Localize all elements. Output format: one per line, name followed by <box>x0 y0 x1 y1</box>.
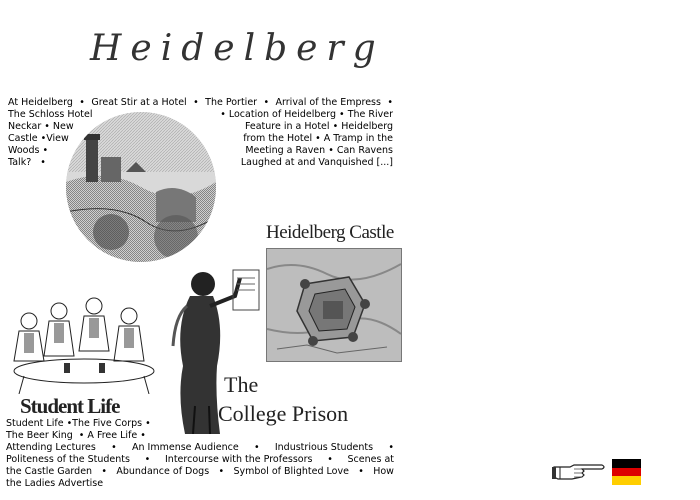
bullet: • <box>387 97 393 108</box>
toc-line <box>8 97 393 109</box>
chapter-contents-bottom <box>6 418 394 490</box>
student-life-heading[interactable]: Student Life <box>20 394 120 418</box>
toc-link[interactable]: Neckar <box>8 121 42 132</box>
toc-link[interactable]: Symbol of Blighted Love <box>233 466 349 477</box>
bullet: • <box>39 145 49 156</box>
german-flag-icon[interactable] <box>612 459 641 485</box>
bullet: • <box>41 121 53 132</box>
toc-link[interactable]: Politeness of the Students <box>6 454 130 465</box>
toc-link[interactable]: Intercourse with the Professors <box>165 454 313 465</box>
toc-link[interactable]: View <box>46 133 69 144</box>
toc-link[interactable]: Scenes at <box>347 454 394 465</box>
bullet: • <box>325 145 337 156</box>
bullet: • <box>324 454 336 465</box>
bullet: • <box>63 418 73 429</box>
bullet: • <box>336 109 348 120</box>
bullet: • <box>141 454 154 465</box>
toc-link[interactable]: The Beer King <box>6 430 73 441</box>
toc-line <box>8 109 393 121</box>
bullet: • <box>215 466 228 477</box>
college-prison-heading[interactable]: College Prison <box>218 401 349 426</box>
bullet: • <box>31 157 46 168</box>
toc-link[interactable]: Heidelberg <box>341 121 393 132</box>
toc-link[interactable]: Feature in a Hotel <box>244 121 330 132</box>
toc-line <box>6 418 394 430</box>
toc-link[interactable]: Attending Lectures <box>6 442 96 453</box>
bullet: • <box>108 442 120 453</box>
bullet: • <box>312 133 324 144</box>
toc-link[interactable]: Great Stir at a Hotel <box>91 97 187 108</box>
toc-link[interactable]: How <box>373 466 394 477</box>
toc-line <box>8 133 393 145</box>
toc-link[interactable]: Castle <box>8 133 38 144</box>
bullet: • <box>385 442 394 453</box>
toc-link[interactable]: Abundance of Dogs <box>116 466 210 477</box>
bullet: • <box>98 466 111 477</box>
toc-line <box>8 157 393 169</box>
student-life-engraving-image[interactable] <box>4 281 162 394</box>
toc-link[interactable]: The River <box>347 109 393 120</box>
bullet: • <box>250 442 263 453</box>
bullet: • <box>79 97 85 108</box>
toc-link[interactable]: A Tramp in the <box>323 133 393 144</box>
toc-link[interactable]: Woods <box>8 145 40 156</box>
toc-link[interactable]: Talk? <box>8 157 32 168</box>
bullet: • <box>193 97 199 108</box>
heidelberg-castle-heading[interactable]: Heidelberg Castle <box>266 222 394 243</box>
bullet: • <box>72 430 88 441</box>
bullet: • <box>329 121 342 132</box>
bullet: • <box>263 97 270 108</box>
toc-line <box>6 430 394 442</box>
toc-link[interactable]: Laughed at and Vanquished [...] <box>240 157 393 168</box>
toc-link[interactable]: the Ladies Advertise <box>6 478 104 489</box>
flag-stripe-black <box>612 459 641 468</box>
bullet: • <box>355 466 367 477</box>
toc-link[interactable]: Student Life <box>6 418 64 429</box>
toc-link[interactable]: The Five Corps <box>72 418 143 429</box>
toc-link[interactable]: Meeting a Raven <box>245 145 326 156</box>
toc-link[interactable]: An Immense Audience <box>132 442 239 453</box>
toc-link[interactable]: Industrious Students <box>274 442 374 453</box>
toc-line <box>6 454 394 466</box>
student-life-art <box>4 281 162 394</box>
bullet: • <box>137 430 146 441</box>
toc-line <box>6 442 394 454</box>
toc-link[interactable]: A Free Life <box>87 430 138 441</box>
pointing-hand-icon[interactable] <box>552 461 606 483</box>
page-title: Heidelberg <box>90 28 385 69</box>
toc-link[interactable]: Can Ravens <box>336 145 393 156</box>
bullet: • <box>142 418 151 429</box>
toc-line <box>6 466 394 478</box>
chapter-contents-top <box>8 97 393 169</box>
toc-link[interactable]: Location of Heidelberg <box>228 109 337 120</box>
bullet: • <box>37 133 47 144</box>
toc-link[interactable]: Arrival of the Empress <box>275 97 381 108</box>
toc-link[interactable]: The Portier <box>205 97 258 108</box>
toc-link[interactable]: New <box>52 121 74 132</box>
toc-link[interactable]: The Schloss Hotel <box>8 109 93 120</box>
castle-plan-image[interactable] <box>266 248 402 362</box>
toc-line <box>8 121 393 133</box>
toc-link[interactable]: At Heidelberg <box>8 97 73 108</box>
toc-link[interactable]: from the Hotel <box>243 133 313 144</box>
toc-link[interactable]: the Castle Garden <box>6 466 93 477</box>
pointing-hand-art <box>552 461 606 483</box>
toc-line <box>8 145 393 157</box>
bullet: • <box>220 109 229 120</box>
castle-plan-art <box>267 249 401 361</box>
flag-stripe-gold <box>612 476 641 485</box>
flag-stripe-red <box>612 468 641 477</box>
college-prison-heading-the[interactable]: The <box>224 372 259 397</box>
toc-line <box>6 478 394 490</box>
